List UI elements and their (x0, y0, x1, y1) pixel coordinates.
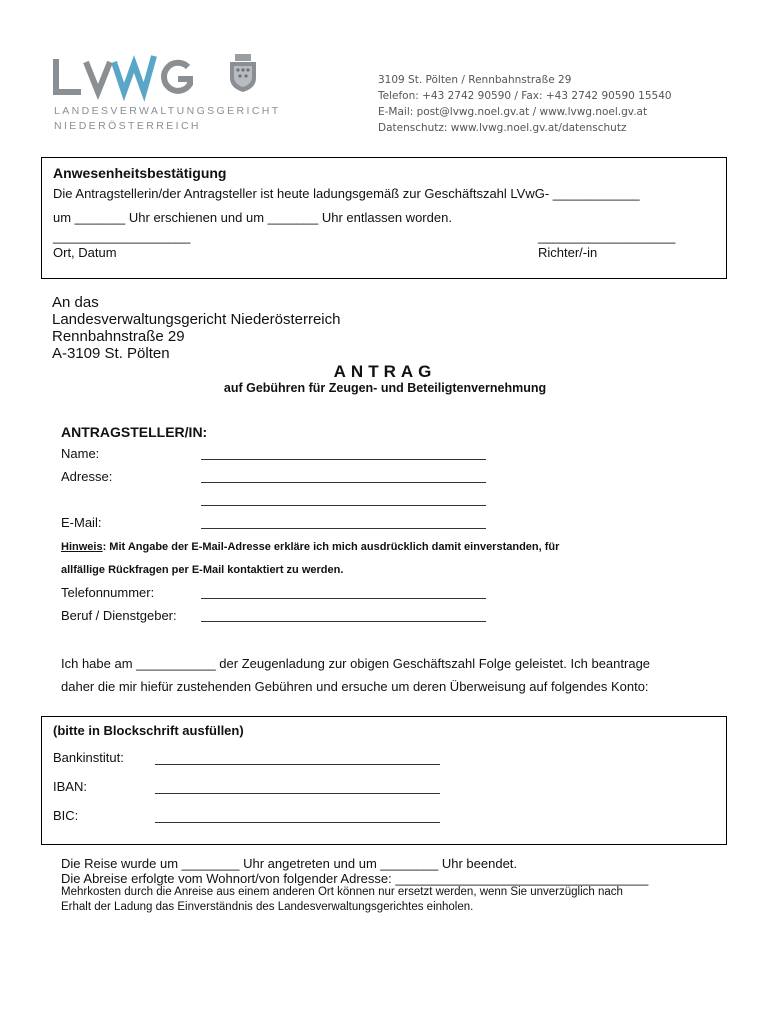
form-subtitle: auf Gebühren für Zeugen- und Beteiligtenvernehmung (223, 381, 547, 395)
contact-address: 3109 St. Pölten / Rennbahnstraße 29 (378, 74, 572, 86)
attendance-line2: um _______ Uhr erschienen und um _______ Uhr entlassen worden. (53, 210, 452, 225)
logo-subtitle-line2: NIEDERÖSTERREICH (54, 120, 201, 132)
name-field[interactable] (201, 459, 486, 460)
coat-of-arms-icon (228, 54, 258, 92)
lvwg-logo (52, 48, 281, 138)
extra-costs-note-line1: Mehrkosten durch die Anreise aus einem anderen Ort können nur ersetzt werden, wenn Sie unverzüglich nach (61, 886, 623, 898)
address-field-1[interactable] (201, 482, 486, 483)
email-label: E-Mail: (61, 515, 102, 530)
address-label: Adresse: (61, 469, 113, 484)
hinweis-text: : Mit Angabe der E-Mail-Adresse erkläre ich mich ausdrücklich damit einverstanden, für (102, 541, 560, 553)
statement-line2: daher die mir hiefür zustehenden Gebühren und ersuche um deren Überweisung auf folgendes Konto: (61, 679, 649, 694)
attendance-line1: Die Antragstellerin/der Antragsteller ist heute ladungsgemäß zur Geschäftszahl LVwG- ____________ (53, 186, 640, 201)
address-field-2[interactable] (201, 505, 486, 506)
place-date-label: Ort, Datum (53, 245, 117, 260)
lvwg-wordmark (52, 52, 222, 102)
occupation-label: Beruf / Dienstgeber: (61, 608, 177, 623)
phone-label: Telefonnummer: (61, 585, 155, 600)
address-line1: An das (52, 294, 99, 311)
phone-field[interactable] (201, 598, 486, 599)
contact-phone: Telefon: +43 2742 90590 / Fax: +43 2742 90590 15540 (378, 90, 672, 102)
signature-line-judge: ___________________ (538, 229, 676, 244)
contact-block (378, 72, 672, 136)
iban-label: IBAN: (53, 779, 87, 794)
name-label: Name: (61, 446, 100, 461)
hinweis-word: Hinweis (61, 541, 103, 553)
bank-institute-field[interactable] (155, 764, 440, 765)
extra-costs-note-line2: Erhalt der Ladung das Einverständnis des Landesverwaltungsgerichtes einholen. (61, 901, 474, 913)
address-line2: Landesverwaltungsgericht Niederösterreich (52, 311, 341, 328)
bic-label: BIC: (53, 808, 79, 823)
contact-privacy: Datenschutz: www.lvwg.noel.gv.at/datenschutz (378, 122, 627, 134)
form-title: ANTRAG (333, 362, 437, 381)
hinweis-note-line2: allfällige Rückfragen per E-Mail kontaktiert zu werden. (61, 564, 344, 576)
iban-field[interactable] (155, 793, 440, 794)
address-line3: Rennbahnstraße 29 (52, 328, 185, 345)
bank-heading: (bitte in Blockschrift ausfüllen) (53, 723, 244, 738)
email-field[interactable] (201, 528, 486, 529)
applicant-heading: ANTRAGSTELLER/IN: (61, 424, 208, 440)
bic-field[interactable] (155, 822, 440, 823)
occupation-field[interactable] (201, 621, 486, 622)
hinweis-note-line1 (61, 541, 559, 553)
statement-line1: Ich habe am ___________ der Zeugenladung zur obigen Geschäftszahl Folge geleistet. Ich beantrage (61, 656, 651, 671)
bank-institute-label: Bankinstitut: (53, 750, 124, 765)
contact-email: E-Mail: post@lvwg.noel.gv.at / www.lvwg.noel.gv.at (378, 106, 648, 118)
judge-label: Richter/-in (538, 245, 598, 260)
departure-address-line: Die Abreise erfolgte vom Wohnort/von folgender Adresse: ___________________________________ (61, 871, 649, 886)
logo-subtitle-line1: LANDESVERWALTUNGSGERICHT (54, 105, 281, 117)
attendance-title: Anwesenheitsbestätigung (53, 165, 227, 181)
address-line4: A-3109 St. Pölten (52, 345, 170, 362)
travel-times-line: Die Reise wurde um ________ Uhr angetreten und um ________ Uhr beendet. (61, 856, 518, 871)
signature-line-place-date: ___________________ (53, 229, 191, 244)
